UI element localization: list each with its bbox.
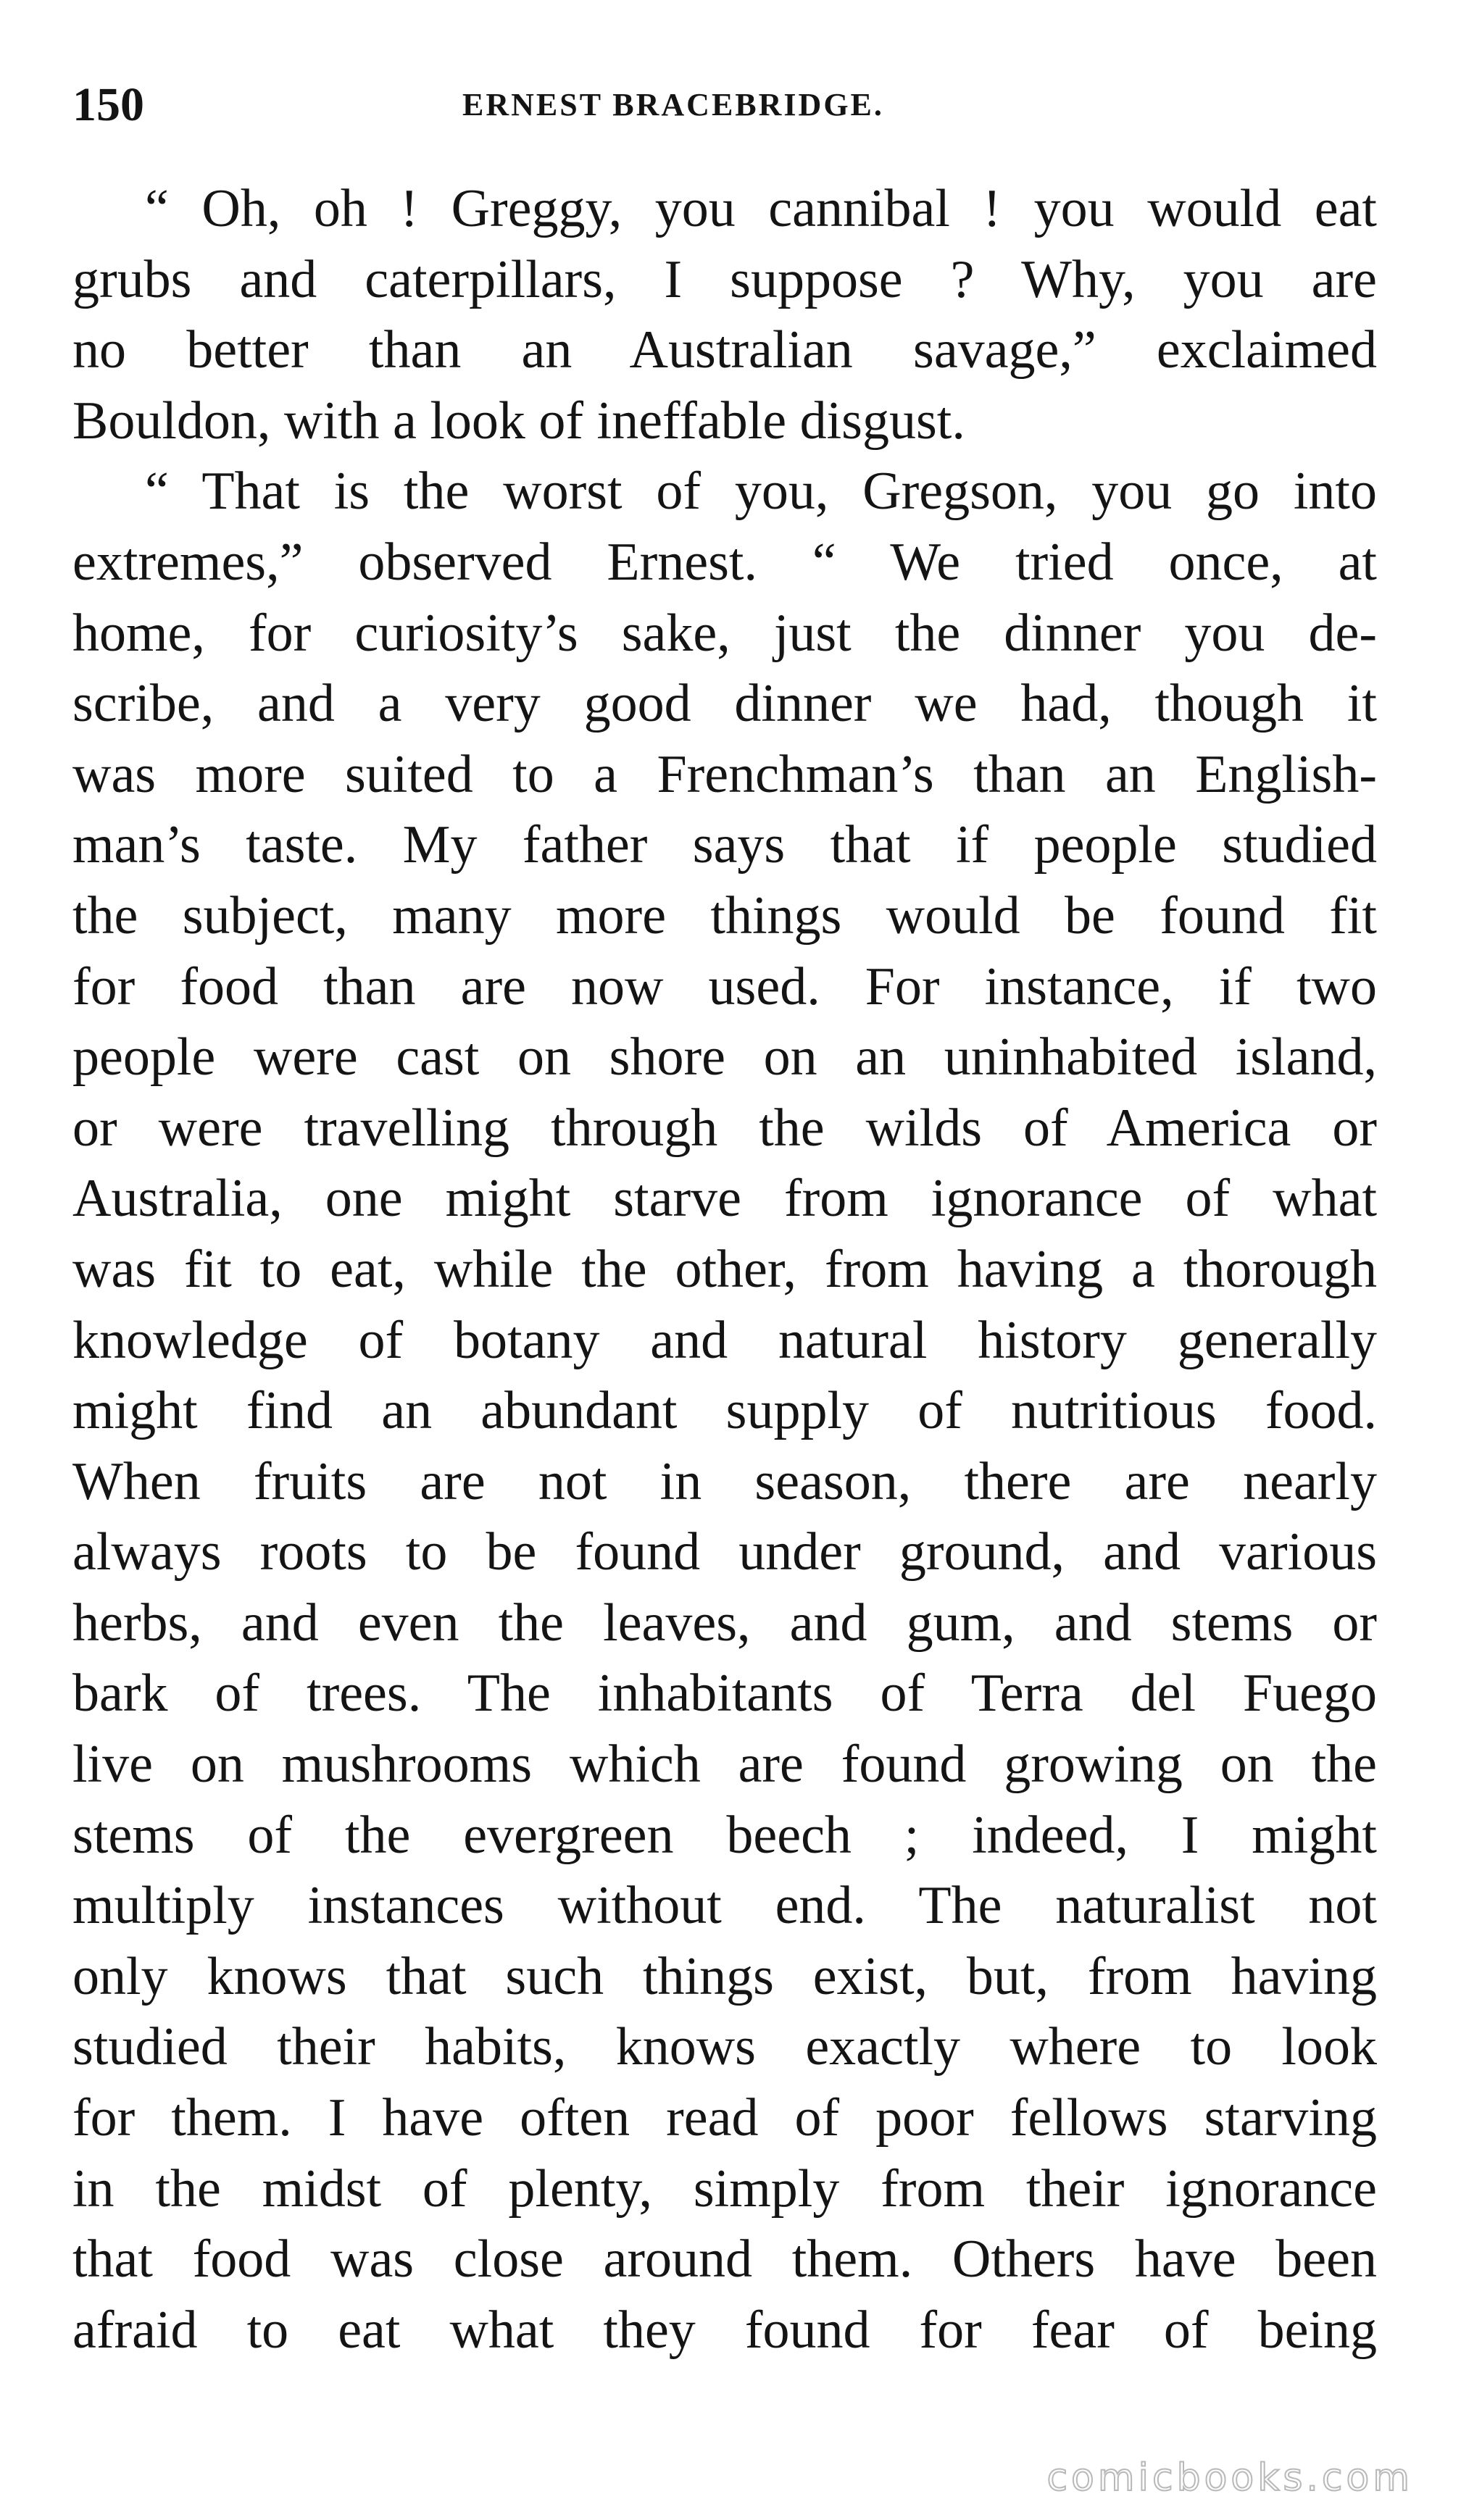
text-line: was fit to eat, while the other, from having a thorough	[72, 1239, 1377, 1299]
text-line: extremes,” observed Ernest. “ We tried once, at	[72, 532, 1377, 592]
text-line: no better than an Australian savage,” exclaimed	[72, 320, 1377, 380]
text-line: was more suited to a Frenchman’s than an English-	[72, 744, 1377, 804]
text-line: for them. I have often read of poor fellows starving	[72, 2088, 1377, 2148]
text-line: might find an abundant supply of nutritious food.	[72, 1381, 1377, 1441]
text-line: herbs, and even the leaves, and gum, and stems or	[72, 1593, 1377, 1653]
text-line: afraid to eat what they found for fear of being	[72, 2300, 1377, 2360]
page-number: 150	[72, 78, 144, 131]
page-header	[72, 69, 1377, 141]
text-line: bark of trees. The inhabitants of Terra del Fuego	[72, 1664, 1377, 1724]
text-line: scribe, and a very good dinner we had, though it	[72, 674, 1377, 734]
running-head: ERNEST BRACEBRIDGE.	[462, 87, 884, 122]
text-line: When fruits are not in season, there are nearly	[72, 1451, 1377, 1511]
body-text	[72, 174, 1377, 2366]
text-line: live on mushrooms which are found growing on the	[72, 1735, 1377, 1795]
text-line: knowledge of botany and natural history generally	[72, 1310, 1377, 1370]
text-line: Bouldon, with a look of ineffable disgust.	[72, 391, 965, 451]
text-line: multiply instances without end. The naturalist not	[72, 1876, 1377, 1936]
text-line: stems of the evergreen beech ; indeed, I might	[72, 1805, 1377, 1865]
text-line: grubs and caterpillars, I suppose ? Why, you are	[72, 249, 1377, 309]
watermark: comicbooks.com	[1046, 2456, 1413, 2500]
text-line: in the midst of plenty, simply from their ignorance	[72, 2158, 1377, 2219]
text-line: people were cast on shore on an uninhabited island,	[72, 1027, 1377, 1088]
text-line: studied their habits, knows exactly where to look	[72, 2017, 1377, 2077]
text-line: that food was close around them. Others have been	[72, 2229, 1377, 2290]
text-line: or were travelling through the wilds of America or	[72, 1098, 1377, 1158]
text-line: the subject, many more things would be found fit	[72, 885, 1377, 946]
text-line: for food than are now used. For instance, if two	[72, 956, 1377, 1017]
text-line: Australia, one might starve from ignorance of what	[72, 1169, 1377, 1229]
text-line: “ Oh, oh ! Greggy, you cannibal ! you would eat	[145, 179, 1377, 238]
text-line: “ That is the worst of you, Gregson, you go into	[145, 462, 1377, 522]
text-line: home, for curiosity’s sake, just the dinner you de-	[72, 603, 1377, 663]
text-line: always roots to be found under ground, and various	[72, 1522, 1377, 1582]
text-line: man’s taste. My father says that if people studied	[72, 815, 1377, 875]
text-line: only knows that such things exist, but, from having	[72, 1946, 1377, 2006]
